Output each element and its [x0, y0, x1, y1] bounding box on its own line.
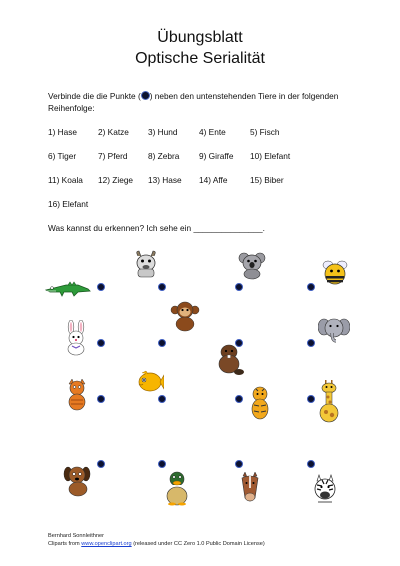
sequence-item: 2) Katze — [98, 127, 129, 137]
sequence-item: 1) Hase — [48, 127, 78, 137]
sequence-item: 11) Koala — [48, 175, 83, 185]
sequence-item: 7) Pferd — [98, 151, 128, 161]
connect-dot[interactable] — [235, 460, 243, 468]
connect-dot[interactable] — [158, 395, 166, 403]
connect-dot[interactable] — [307, 395, 315, 403]
sequence-item: 4) Ente — [199, 127, 226, 137]
duck-icon — [163, 470, 191, 506]
credit-prefix: Cliparts from — [48, 541, 82, 547]
connect-dot[interactable] — [97, 339, 105, 347]
connect-dot[interactable] — [307, 283, 315, 291]
elephant-icon — [318, 315, 350, 343]
sequence-item: 6) Tiger — [48, 151, 77, 161]
connect-dot[interactable] — [158, 460, 166, 468]
koala-icon — [238, 250, 266, 280]
question-text: Was kannst du erkennen? Ich sehe ein _______________. — [48, 223, 265, 233]
instructions-text-end: ) neben den untenstehenden Tiere in der folgenden Reihenfolge: — [48, 91, 339, 113]
crocodile-icon — [44, 278, 92, 300]
sequence-item: 13) Hase — [148, 175, 182, 185]
connect-dot[interactable] — [97, 283, 105, 291]
connect-dot[interactable] — [158, 283, 166, 291]
connect-dot[interactable] — [307, 460, 315, 468]
sequence-item: 5) Fisch — [250, 127, 280, 137]
worksheet-subtitle: Optische Serialität — [135, 50, 265, 67]
connect-dot[interactable] — [97, 395, 105, 403]
goat-icon — [131, 249, 161, 281]
beaver-icon — [215, 342, 245, 376]
dot-icon — [141, 91, 150, 100]
connect-dot[interactable] — [158, 339, 166, 347]
connect-dot[interactable] — [235, 395, 243, 403]
fish-icon — [134, 370, 164, 394]
zebra-icon — [310, 474, 340, 506]
sequence-item: 10) Elefant — [250, 151, 291, 161]
sequence-item: 16) Elefant — [48, 199, 89, 209]
rabbit-icon — [62, 320, 90, 356]
sequence-item: 12) Ziege — [98, 175, 134, 185]
bee-icon — [322, 259, 348, 287]
tiger-icon — [249, 385, 271, 421]
instructions-text-start: Verbinde die die Punkte ( — [48, 91, 141, 101]
cat-icon — [64, 378, 90, 412]
giraffe-icon — [316, 380, 342, 424]
clipart-credit — [48, 540, 265, 548]
connect-dot[interactable] — [307, 339, 315, 347]
worksheet-title: Übungsblatt — [157, 29, 243, 46]
dog-icon — [62, 464, 94, 498]
openclipart-link[interactable]: www.openclipart.org — [81, 541, 132, 547]
connect-dot[interactable] — [97, 460, 105, 468]
sequence-item: 14) Affe — [199, 175, 228, 185]
sequence-item: 3) Hund — [148, 127, 178, 137]
sequence-item: 8) Zebra — [148, 151, 180, 161]
connect-dot[interactable] — [235, 283, 243, 291]
instructions — [48, 90, 348, 114]
horse-icon — [238, 472, 262, 506]
credit-suffix: (released under CC Zero 1.0 Public Domain License) — [131, 541, 265, 547]
sequence-item: 9) Giraffe — [199, 151, 234, 161]
sequence-item: 15) Biber — [250, 175, 284, 185]
monkey-icon — [170, 300, 200, 332]
author-name: Bernhard Sonnleithner — [48, 533, 104, 539]
